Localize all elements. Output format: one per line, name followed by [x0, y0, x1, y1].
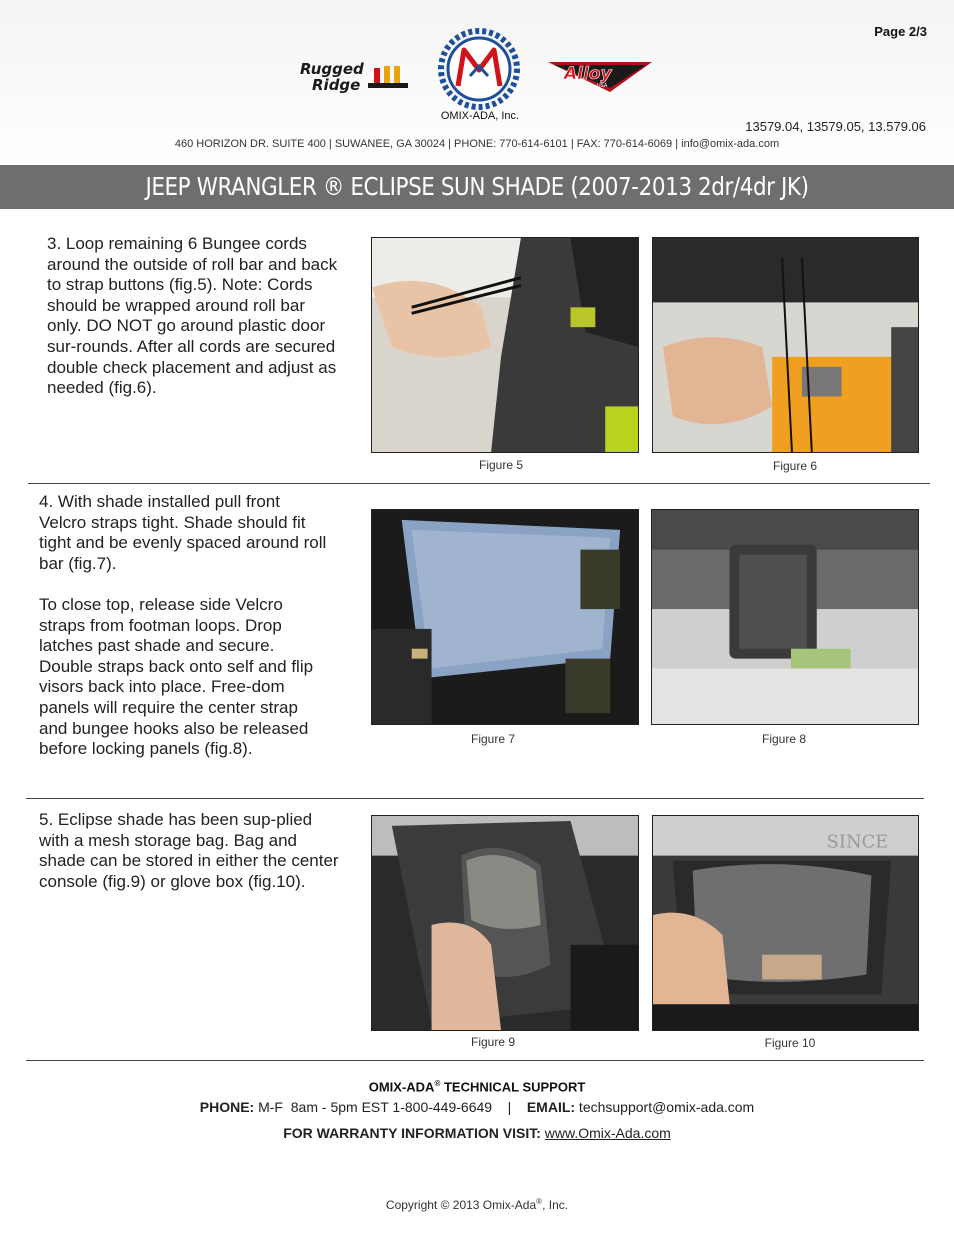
figure-5-caption: Figure 5 — [478, 458, 524, 472]
copyright-suffix: , Inc. — [542, 1198, 569, 1212]
alloy-logo-text: Alloy — [564, 64, 612, 84]
section-divider — [26, 1060, 924, 1061]
figure-8-photo — [651, 509, 919, 725]
figure-10-photo — [652, 815, 919, 1031]
alloy-usa-logo — [544, 54, 656, 94]
alloy-logo-usa: USA — [597, 83, 608, 89]
figure-9-photo — [371, 815, 639, 1031]
figure-7-caption: Figure 7 — [470, 732, 516, 746]
phone-value: M-F 8am - 5pm EST 1-800-449-6649 | — [254, 1099, 527, 1115]
page-title: JEEP WRANGLER ® ECLIPSE SUN SHADE (2007-2013 2dr/4dr JK) — [145, 172, 809, 201]
support-heading-rest: TECHNICAL SUPPORT — [440, 1079, 586, 1095]
omix-ada-logo-name: OMIX-ADA, Inc. — [440, 110, 520, 122]
rugged-ridge-logo — [298, 58, 416, 98]
rugged-ridge-logo-line1: Rugged — [300, 60, 364, 78]
copyright-text: Copyright © 2013 Omix-Ada — [385, 1198, 537, 1212]
figure-7-photo — [371, 509, 639, 725]
support-company: OMIX-ADA — [368, 1079, 435, 1095]
warranty-label: FOR WARRANTY INFORMATION VISIT: — [283, 1125, 545, 1141]
rugged-ridge-logo-line2: Ridge — [312, 76, 361, 94]
copyright-registered-mark: ® — [536, 1197, 543, 1206]
figure-6-photo — [652, 237, 919, 453]
section-divider — [28, 483, 930, 484]
figure-9-caption: Figure 9 — [470, 1035, 516, 1049]
figure-5-photo — [371, 237, 639, 453]
figure-10-caption: Figure 10 — [764, 1036, 816, 1050]
warranty-line — [0, 1125, 954, 1141]
copyright — [0, 1197, 954, 1212]
support-registered-mark: ® — [434, 1079, 441, 1088]
step-4-text: 4. With shade installed pull front Velcro straps tight. Shade should fit tight and be evenly spaced around roll bar (fig.7). — [39, 492, 327, 573]
figure-8-caption: Figure 8 — [761, 732, 807, 746]
step-5-text: 5. Eclipse shade has been sup-plied with a mesh storage bag. Bag and shade can be stored in either the center console (fig.9) or glove box (fig.10). — [39, 810, 339, 891]
support-contact-line — [0, 1099, 954, 1115]
technical-support-heading — [0, 1079, 954, 1094]
step-4-close-text: To close top, release side Velcro straps from footman loops. Drop latches past shade and secure. Double straps back onto self and flip visors back into place. Free-dom panels will require the center strap and bungee hooks also be released before locking panels (fig.8). — [39, 595, 314, 759]
email-value[interactable]: techsupport@omix-ada.com — [575, 1099, 755, 1115]
figure-10-box-text: SINCE — [826, 831, 889, 853]
company-address: 460 HORIZON DR. SUITE 400 | SUWANEE, GA 30024 | PHONE: 770-614-6101 | FAX: 770-614-6069 | info@omix-ada.com — [174, 138, 780, 150]
page-number: Page 2/3 — [874, 24, 927, 39]
omix-ada-logo — [436, 28, 522, 110]
figure-6-caption: Figure 6 — [772, 459, 818, 473]
email-label: EMAIL: — [526, 1099, 576, 1115]
step-3-text: 3. Loop remaining 6 Bungee cords around the outside of roll bar and back to strap buttons (fig.5). Note: Cords should be wrapped around roll bar only. DO NOT go around plastic door sur-rounds. After all cords are secured double check placement and adjust as needed (fig.6). — [47, 234, 338, 398]
warranty-link[interactable]: www.Omix-Ada.com — [544, 1125, 671, 1141]
section-divider — [26, 798, 924, 799]
phone-label: PHONE: — [199, 1099, 255, 1115]
part-numbers: 13579.04, 13579.05, 13.579.06 — [745, 119, 926, 134]
